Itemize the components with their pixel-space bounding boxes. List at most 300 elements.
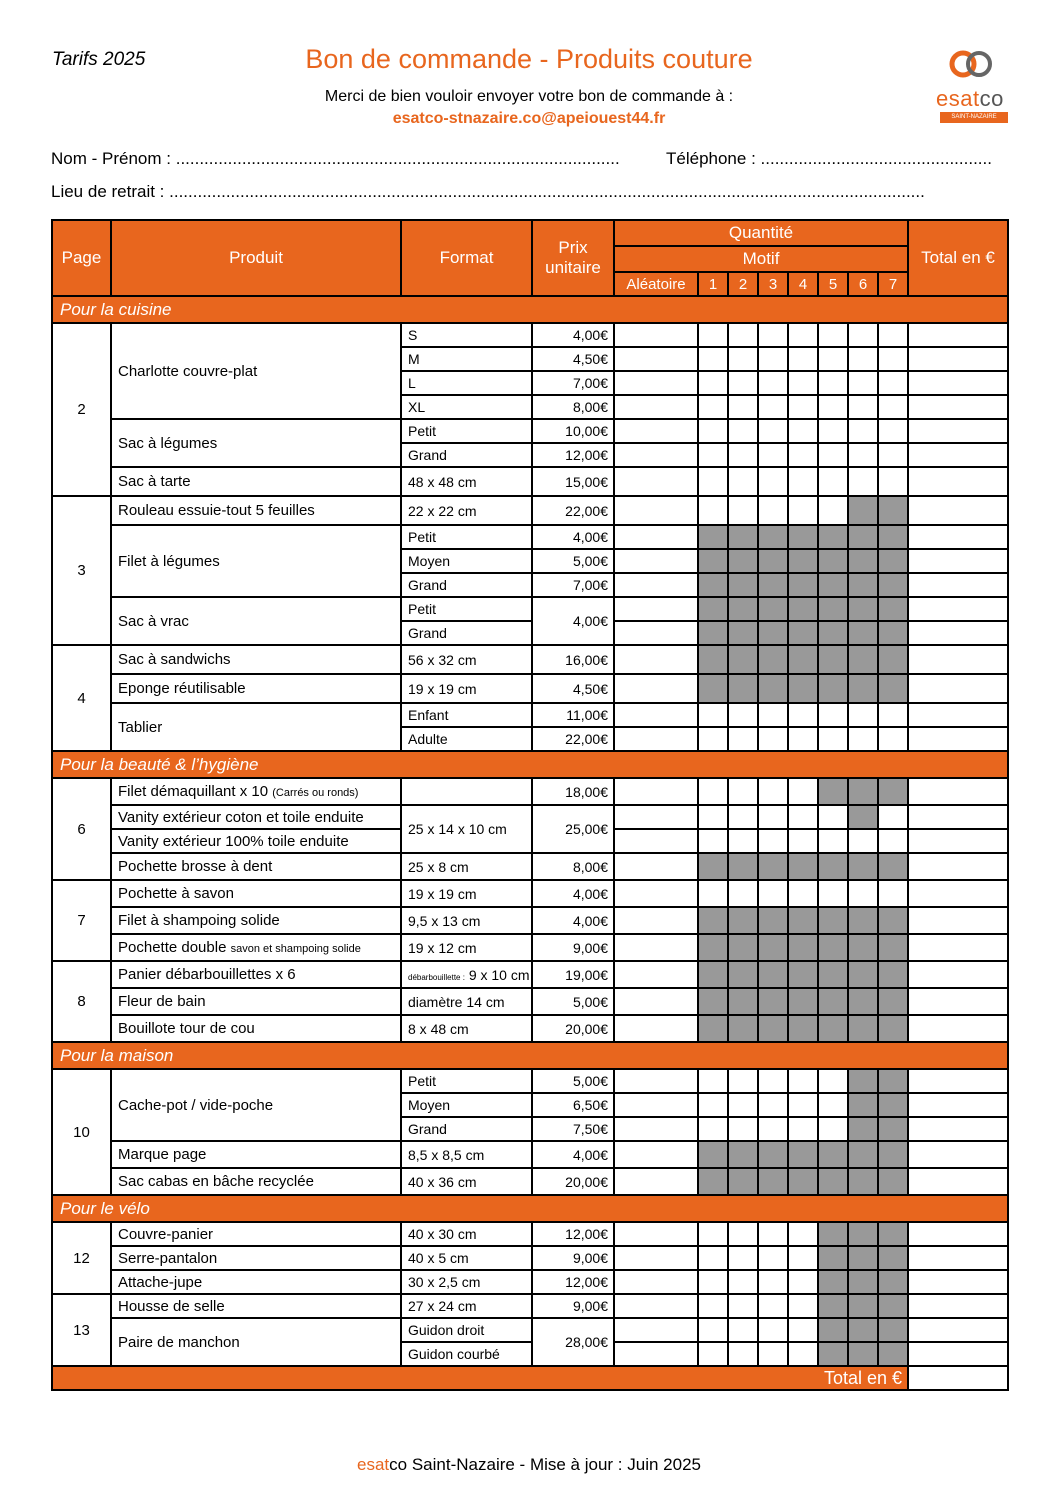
row-total-input[interactable] (908, 880, 1008, 907)
quantity-motif-7-input (878, 1246, 908, 1270)
price: 19,00€ (532, 961, 614, 988)
format: 9,5 x 13 cm (401, 907, 532, 934)
product-name (111, 778, 401, 805)
product-name: Pochette à savon (111, 880, 401, 907)
format: Adulte (401, 727, 532, 751)
row-total-input[interactable] (908, 674, 1008, 703)
quantity-random-input[interactable] (614, 853, 698, 880)
quantity-motif-5-input[interactable] (818, 347, 848, 371)
quantity-random-input[interactable] (614, 778, 698, 805)
quantity-motif-1-input[interactable] (698, 443, 728, 467)
quantity-motif-1-input[interactable] (698, 1069, 728, 1093)
quantity-motif-6-input[interactable] (848, 443, 878, 467)
header-motif-5: 5 (818, 272, 848, 296)
quantity-motif-6-input (848, 853, 878, 880)
price: 4,00€ (532, 880, 614, 907)
quantity-motif-7-input[interactable] (878, 805, 908, 829)
format: 8 x 48 cm (401, 1015, 532, 1042)
quantity-motif-5-input[interactable] (818, 829, 848, 853)
quantity-motif-7-input[interactable] (878, 371, 908, 395)
quantity-motif-1-input (698, 1168, 728, 1195)
quantity-motif-2-input[interactable] (728, 880, 758, 907)
quantity-motif-6-input (848, 621, 878, 645)
quantity-motif-7-input[interactable] (878, 880, 908, 907)
quantity-motif-3-input[interactable] (758, 1222, 788, 1246)
quantity-motif-3-input (758, 621, 788, 645)
quantity-motif-4-input (788, 549, 818, 573)
quantity-motif-7-input[interactable] (878, 829, 908, 853)
format: L (401, 371, 532, 395)
quantity-motif-1-input[interactable] (698, 395, 728, 419)
quantity-random-input[interactable] (614, 1117, 698, 1141)
quantity-motif-6-input (848, 1168, 878, 1195)
quantity-motif-5-input (818, 988, 848, 1015)
quantity-random-input[interactable] (614, 1294, 698, 1318)
quantity-motif-2-input (728, 645, 758, 674)
row-total-input[interactable] (908, 496, 1008, 525)
table-row (52, 1246, 1008, 1270)
quantity-motif-4-input (788, 853, 818, 880)
page-number: 6 (52, 778, 111, 880)
quantity-motif-3-input[interactable] (758, 496, 788, 525)
quantity-motif-6-input[interactable] (848, 371, 878, 395)
quantity-random-input[interactable] (614, 1015, 698, 1042)
quantity-random-input[interactable] (614, 443, 698, 467)
quantity-motif-6-input[interactable] (848, 323, 878, 347)
quantity-motif-3-input[interactable] (758, 727, 788, 751)
quantity-random-input[interactable] (614, 1069, 698, 1093)
row-total-input[interactable] (908, 778, 1008, 805)
quantity-random-input[interactable] (614, 395, 698, 419)
row-total-input[interactable] (908, 1141, 1008, 1168)
quantity-motif-5-input (818, 549, 848, 573)
price: 8,00€ (532, 395, 614, 419)
price: 5,00€ (532, 1069, 614, 1093)
row-total-input[interactable] (908, 621, 1008, 645)
price: 4,00€ (532, 907, 614, 934)
name-field[interactable] (51, 149, 620, 169)
page-title: Bon de commande - Produits couture (305, 44, 753, 74)
email-link[interactable]: esatco-stnazaire.co@apeiouest44.fr (392, 110, 666, 127)
quantity-motif-3-input[interactable] (758, 829, 788, 853)
quantity-motif-3-input[interactable] (758, 703, 788, 727)
product-name: Sac à légumes (111, 419, 401, 467)
quantity-random-input[interactable] (614, 934, 698, 961)
format: Petit (401, 419, 532, 443)
quantity-motif-1-input[interactable] (698, 805, 728, 829)
quantity-motif-7-input (878, 1015, 908, 1042)
row-total-input[interactable] (908, 907, 1008, 934)
quantity-motif-1-input[interactable] (698, 323, 728, 347)
quantity-motif-1-input[interactable] (698, 347, 728, 371)
quantity-random-input[interactable] (614, 1342, 698, 1366)
quantity-random-input[interactable] (614, 597, 698, 621)
row-total-input[interactable] (908, 1069, 1008, 1093)
quantity-motif-2-input[interactable] (728, 419, 758, 443)
quantity-motif-7-input (878, 597, 908, 621)
quantity-motif-3-input[interactable] (758, 778, 788, 805)
quantity-random-input[interactable] (614, 703, 698, 727)
quantity-motif-2-input[interactable] (728, 496, 758, 525)
quantity-motif-3-input[interactable] (758, 371, 788, 395)
table-row (52, 934, 1008, 961)
quantity-random-input[interactable] (614, 419, 698, 443)
quantity-motif-7-input[interactable] (878, 419, 908, 443)
quantity-motif-2-input (728, 674, 758, 703)
row-total-input[interactable] (908, 727, 1008, 751)
quantity-motif-3-input[interactable] (758, 443, 788, 467)
quantity-motif-7-input[interactable] (878, 727, 908, 751)
quantity-motif-4-input (788, 645, 818, 674)
quantity-random-input[interactable] (614, 621, 698, 645)
quantity-motif-3-input[interactable] (758, 467, 788, 496)
quantity-motif-4-input[interactable] (788, 467, 818, 496)
quantity-motif-1-input[interactable] (698, 880, 728, 907)
quantity-motif-5-input[interactable] (818, 1093, 848, 1117)
quantity-motif-5-input[interactable] (818, 371, 848, 395)
esatco-logo (934, 46, 1010, 126)
format: Grand (401, 573, 532, 597)
format: 19 x 19 cm (401, 674, 532, 703)
quantity-random-input[interactable] (614, 674, 698, 703)
quantity-motif-5-input[interactable] (818, 395, 848, 419)
quantity-motif-4-input (788, 621, 818, 645)
header-motif-3: 3 (758, 272, 788, 296)
row-total-input[interactable] (908, 1318, 1008, 1342)
row-total-input[interactable] (908, 988, 1008, 1015)
quantity-motif-7-input[interactable] (878, 443, 908, 467)
quantity-motif-4-input[interactable] (788, 1222, 818, 1246)
row-total-input[interactable] (908, 1117, 1008, 1141)
quantity-motif-3-input[interactable] (758, 323, 788, 347)
product-name: Bouillote tour de cou (111, 1015, 401, 1042)
quantity-motif-4-input[interactable] (788, 371, 818, 395)
product-name: Filet à shampoing solide (111, 907, 401, 934)
quantity-random-input[interactable] (614, 805, 698, 829)
quantity-motif-5-input[interactable] (818, 496, 848, 525)
quantity-motif-3-input[interactable] (758, 805, 788, 829)
quantity-random-input[interactable] (614, 371, 698, 395)
quantity-random-input[interactable] (614, 1318, 698, 1342)
price: 28,00€ (532, 1318, 614, 1366)
quantity-motif-1-input[interactable] (698, 778, 728, 805)
quantity-motif-7-input[interactable] (878, 395, 908, 419)
quantity-motif-5-input (818, 1015, 848, 1042)
quantity-motif-7-input[interactable] (878, 323, 908, 347)
row-total-input[interactable] (908, 395, 1008, 419)
quantity-motif-1-input[interactable] (698, 1246, 728, 1270)
quantity-motif-5-input (818, 1222, 848, 1246)
quantity-motif-3-input[interactable] (758, 1093, 788, 1117)
row-total-input[interactable] (908, 573, 1008, 597)
quantity-motif-1-input[interactable] (698, 1117, 728, 1141)
quantity-motif-2-input[interactable] (728, 1222, 758, 1246)
quantity-motif-2-input (728, 621, 758, 645)
header-motif-1: 1 (698, 272, 728, 296)
quantity-motif-1-input[interactable] (698, 1270, 728, 1294)
quantity-random-input[interactable] (614, 988, 698, 1015)
quantity-motif-1-input[interactable] (698, 1093, 728, 1117)
quantity-motif-4-input[interactable] (788, 323, 818, 347)
header-aleatoire: Aléatoire (614, 272, 698, 296)
product-name: Pochette brosse à dent (111, 853, 401, 880)
quantity-motif-4-input[interactable] (788, 1117, 818, 1141)
quantity-motif-4-input[interactable] (788, 727, 818, 751)
quantity-motif-1-input[interactable] (698, 371, 728, 395)
quantity-random-input[interactable] (614, 1246, 698, 1270)
quantity-motif-2-input[interactable] (728, 443, 758, 467)
row-total-input[interactable] (908, 525, 1008, 549)
quantity-motif-2-input (728, 1168, 758, 1195)
row-total-input[interactable] (908, 371, 1008, 395)
row-total-input[interactable] (908, 703, 1008, 727)
quantity-random-input[interactable] (614, 961, 698, 988)
quantity-motif-4-input[interactable] (788, 1318, 818, 1342)
row-total-input[interactable] (908, 961, 1008, 988)
quantity-motif-2-input (728, 853, 758, 880)
quantity-motif-1-input[interactable] (698, 1294, 728, 1318)
quantity-motif-4-input[interactable] (788, 443, 818, 467)
quantity-motif-1-input[interactable] (698, 829, 728, 853)
quantity-motif-2-input[interactable] (728, 467, 758, 496)
quantity-motif-2-input[interactable] (728, 395, 758, 419)
quantity-motif-3-input (758, 934, 788, 961)
quantity-motif-6-input[interactable] (848, 419, 878, 443)
quantity-motif-5-input[interactable] (818, 443, 848, 467)
table-row (52, 1015, 1008, 1042)
table-row (52, 419, 1008, 443)
format: 8,5 x 8,5 cm (401, 1141, 532, 1168)
quantity-motif-1-input (698, 621, 728, 645)
logo-text-esat: esat (936, 86, 980, 111)
quantity-motif-5-input[interactable] (818, 805, 848, 829)
quantity-motif-5-input (818, 907, 848, 934)
quantity-motif-5-input[interactable] (818, 727, 848, 751)
quantity-motif-3-input[interactable] (758, 1318, 788, 1342)
quantity-random-input[interactable] (614, 1168, 698, 1195)
quantity-motif-1-input (698, 988, 728, 1015)
quantity-motif-6-input[interactable] (848, 880, 878, 907)
quantity-motif-5-input[interactable] (818, 467, 848, 496)
quantity-motif-2-input[interactable] (728, 727, 758, 751)
quantity-motif-1-input[interactable] (698, 1222, 728, 1246)
format: 30 x 2,5 cm (401, 1270, 532, 1294)
quantity-motif-4-input[interactable] (788, 1093, 818, 1117)
row-total-input[interactable] (908, 323, 1008, 347)
quantity-motif-5-input[interactable] (818, 1069, 848, 1093)
format: Grand (401, 443, 532, 467)
quantity-motif-4-input[interactable] (788, 1069, 818, 1093)
quantity-random-input[interactable] (614, 1270, 698, 1294)
quantity-motif-5-input (818, 645, 848, 674)
quantity-motif-5-input (818, 674, 848, 703)
quantity-motif-1-input[interactable] (698, 1318, 728, 1342)
price: 4,00€ (532, 597, 614, 645)
quantity-motif-2-input[interactable] (728, 1270, 758, 1294)
quantity-random-input[interactable] (614, 727, 698, 751)
quantity-motif-1-input[interactable] (698, 727, 728, 751)
quantity-motif-4-input[interactable] (788, 419, 818, 443)
format: 40 x 36 cm (401, 1168, 532, 1195)
quantity-motif-6-input[interactable] (848, 467, 878, 496)
price: 4,50€ (532, 674, 614, 703)
quantity-random-input[interactable] (614, 467, 698, 496)
row-total-input[interactable] (908, 1342, 1008, 1366)
quantity-motif-4-input[interactable] (788, 805, 818, 829)
header-prix: Prix unitaire (532, 220, 614, 296)
quantity-motif-4-input[interactable] (788, 496, 818, 525)
quantity-random-input[interactable] (614, 829, 698, 853)
price: 18,00€ (532, 778, 614, 805)
quantity-motif-1-input[interactable] (698, 467, 728, 496)
quantity-motif-5-input[interactable] (818, 703, 848, 727)
row-total-input[interactable] (908, 934, 1008, 961)
format: 25 x 14 x 10 cm (401, 805, 532, 853)
quantity-motif-3-input[interactable] (758, 1246, 788, 1270)
quantity-motif-3-input[interactable] (758, 1069, 788, 1093)
quantity-motif-5-input[interactable] (818, 419, 848, 443)
quantity-motif-4-input[interactable] (788, 703, 818, 727)
row-total-input[interactable] (908, 549, 1008, 573)
quantity-motif-5-input (818, 778, 848, 805)
product-name: Fleur de bain (111, 988, 401, 1015)
logo-text-co: co (979, 86, 1004, 111)
price: 15,00€ (532, 467, 614, 496)
row-total-input[interactable] (908, 1093, 1008, 1117)
quantity-motif-3-input[interactable] (758, 880, 788, 907)
format: Grand (401, 1117, 532, 1141)
row-total-input[interactable] (908, 419, 1008, 443)
quantity-motif-3-input[interactable] (758, 1342, 788, 1366)
quantity-motif-4-input[interactable] (788, 1270, 818, 1294)
quantity-motif-5-input (818, 525, 848, 549)
grand-total-input[interactable] (908, 1366, 1008, 1390)
quantity-motif-4-input (788, 1168, 818, 1195)
product-name: Attache-jupe (111, 1270, 401, 1294)
quantity-motif-3-input[interactable] (758, 347, 788, 371)
quantity-random-input[interactable] (614, 573, 698, 597)
quantity-motif-2-input[interactable] (728, 829, 758, 853)
quantity-motif-6-input[interactable] (848, 727, 878, 751)
quantity-motif-2-input[interactable] (728, 1246, 758, 1270)
section-beaute: Pour la beauté & l’hygiène (52, 751, 1008, 778)
quantity-motif-6-input[interactable] (848, 347, 878, 371)
format: Guidon courbé (401, 1342, 532, 1366)
quantity-motif-2-input[interactable] (728, 1093, 758, 1117)
quantity-motif-2-input[interactable] (728, 703, 758, 727)
quantity-motif-7-input[interactable] (878, 347, 908, 371)
quantity-motif-2-input (728, 907, 758, 934)
quantity-motif-2-input[interactable] (728, 347, 758, 371)
quantity-random-input[interactable] (614, 880, 698, 907)
quantity-motif-1-input[interactable] (698, 496, 728, 525)
quantity-random-input[interactable] (614, 323, 698, 347)
quantity-motif-1-input (698, 961, 728, 988)
quantity-motif-3-input (758, 1015, 788, 1042)
row-total-input[interactable] (908, 1246, 1008, 1270)
quantity-motif-3-input[interactable] (758, 1270, 788, 1294)
quantity-motif-2-input (728, 597, 758, 621)
row-total-input[interactable] (908, 443, 1008, 467)
quantity-random-input[interactable] (614, 645, 698, 674)
row-total-input[interactable] (908, 1270, 1008, 1294)
quantity-random-input[interactable] (614, 1222, 698, 1246)
quantity-motif-2-input[interactable] (728, 323, 758, 347)
row-total-input[interactable] (908, 829, 1008, 853)
header-format: Format (401, 220, 532, 296)
quantity-motif-6-input[interactable] (848, 703, 878, 727)
quantity-motif-2-input[interactable] (728, 805, 758, 829)
quantity-motif-4-input[interactable] (788, 778, 818, 805)
row-total-input[interactable] (908, 805, 1008, 829)
quantity-motif-5-input[interactable] (818, 1117, 848, 1141)
quantity-motif-4-input[interactable] (788, 395, 818, 419)
quantity-random-input[interactable] (614, 1093, 698, 1117)
row-total-input[interactable] (908, 645, 1008, 674)
quantity-random-input[interactable] (614, 525, 698, 549)
quantity-motif-7-input[interactable] (878, 703, 908, 727)
row-total-input[interactable] (908, 1015, 1008, 1042)
quantity-motif-6-input[interactable] (848, 829, 878, 853)
quantity-random-input[interactable] (614, 1141, 698, 1168)
row-total-input[interactable] (908, 347, 1008, 371)
row-total-input[interactable] (908, 1222, 1008, 1246)
quantity-motif-4-input[interactable] (788, 880, 818, 907)
quantity-motif-5-input[interactable] (818, 880, 848, 907)
quantity-motif-5-input (818, 597, 848, 621)
quantity-motif-3-input[interactable] (758, 419, 788, 443)
row-total-input[interactable] (908, 1294, 1008, 1318)
quantity-motif-2-input[interactable] (728, 1117, 758, 1141)
quantity-motif-2-input[interactable] (728, 1318, 758, 1342)
quantity-random-input[interactable] (614, 347, 698, 371)
quantity-motif-4-input[interactable] (788, 1342, 818, 1366)
quantity-motif-2-input[interactable] (728, 1069, 758, 1093)
quantity-motif-2-input[interactable] (728, 371, 758, 395)
header-motif-6: 6 (848, 272, 878, 296)
price: 20,00€ (532, 1168, 614, 1195)
quantity-motif-1-input[interactable] (698, 1342, 728, 1366)
header-motif-7: 7 (878, 272, 908, 296)
quantity-motif-4-input[interactable] (788, 1294, 818, 1318)
quantity-motif-4-input[interactable] (788, 347, 818, 371)
quantity-motif-2-input[interactable] (728, 778, 758, 805)
footer-text: Saint-Nazaire - Mise à jour : Juin 2025 (407, 1455, 701, 1474)
quantity-motif-2-input[interactable] (728, 1294, 758, 1318)
row-total-input[interactable] (908, 1168, 1008, 1195)
quantity-motif-1-input[interactable] (698, 703, 728, 727)
quantity-random-input[interactable] (614, 496, 698, 525)
row-total-input[interactable] (908, 467, 1008, 496)
quantity-motif-3-input[interactable] (758, 1294, 788, 1318)
row-total-input[interactable] (908, 853, 1008, 880)
row-total-input[interactable] (908, 597, 1008, 621)
quantity-motif-4-input[interactable] (788, 1246, 818, 1270)
quantity-motif-2-input[interactable] (728, 1342, 758, 1366)
quantity-motif-5-input[interactable] (818, 323, 848, 347)
quantity-random-input[interactable] (614, 907, 698, 934)
quantity-motif-1-input[interactable] (698, 419, 728, 443)
quantity-motif-6-input[interactable] (848, 395, 878, 419)
quantity-motif-3-input[interactable] (758, 1117, 788, 1141)
quantity-motif-3-input (758, 853, 788, 880)
pickup-field[interactable] (51, 182, 1006, 202)
quantity-random-input[interactable] (614, 549, 698, 573)
quantity-motif-3-input[interactable] (758, 395, 788, 419)
phone-field[interactable] (666, 149, 992, 169)
quantity-motif-7-input[interactable] (878, 467, 908, 496)
quantity-motif-4-input[interactable] (788, 829, 818, 853)
